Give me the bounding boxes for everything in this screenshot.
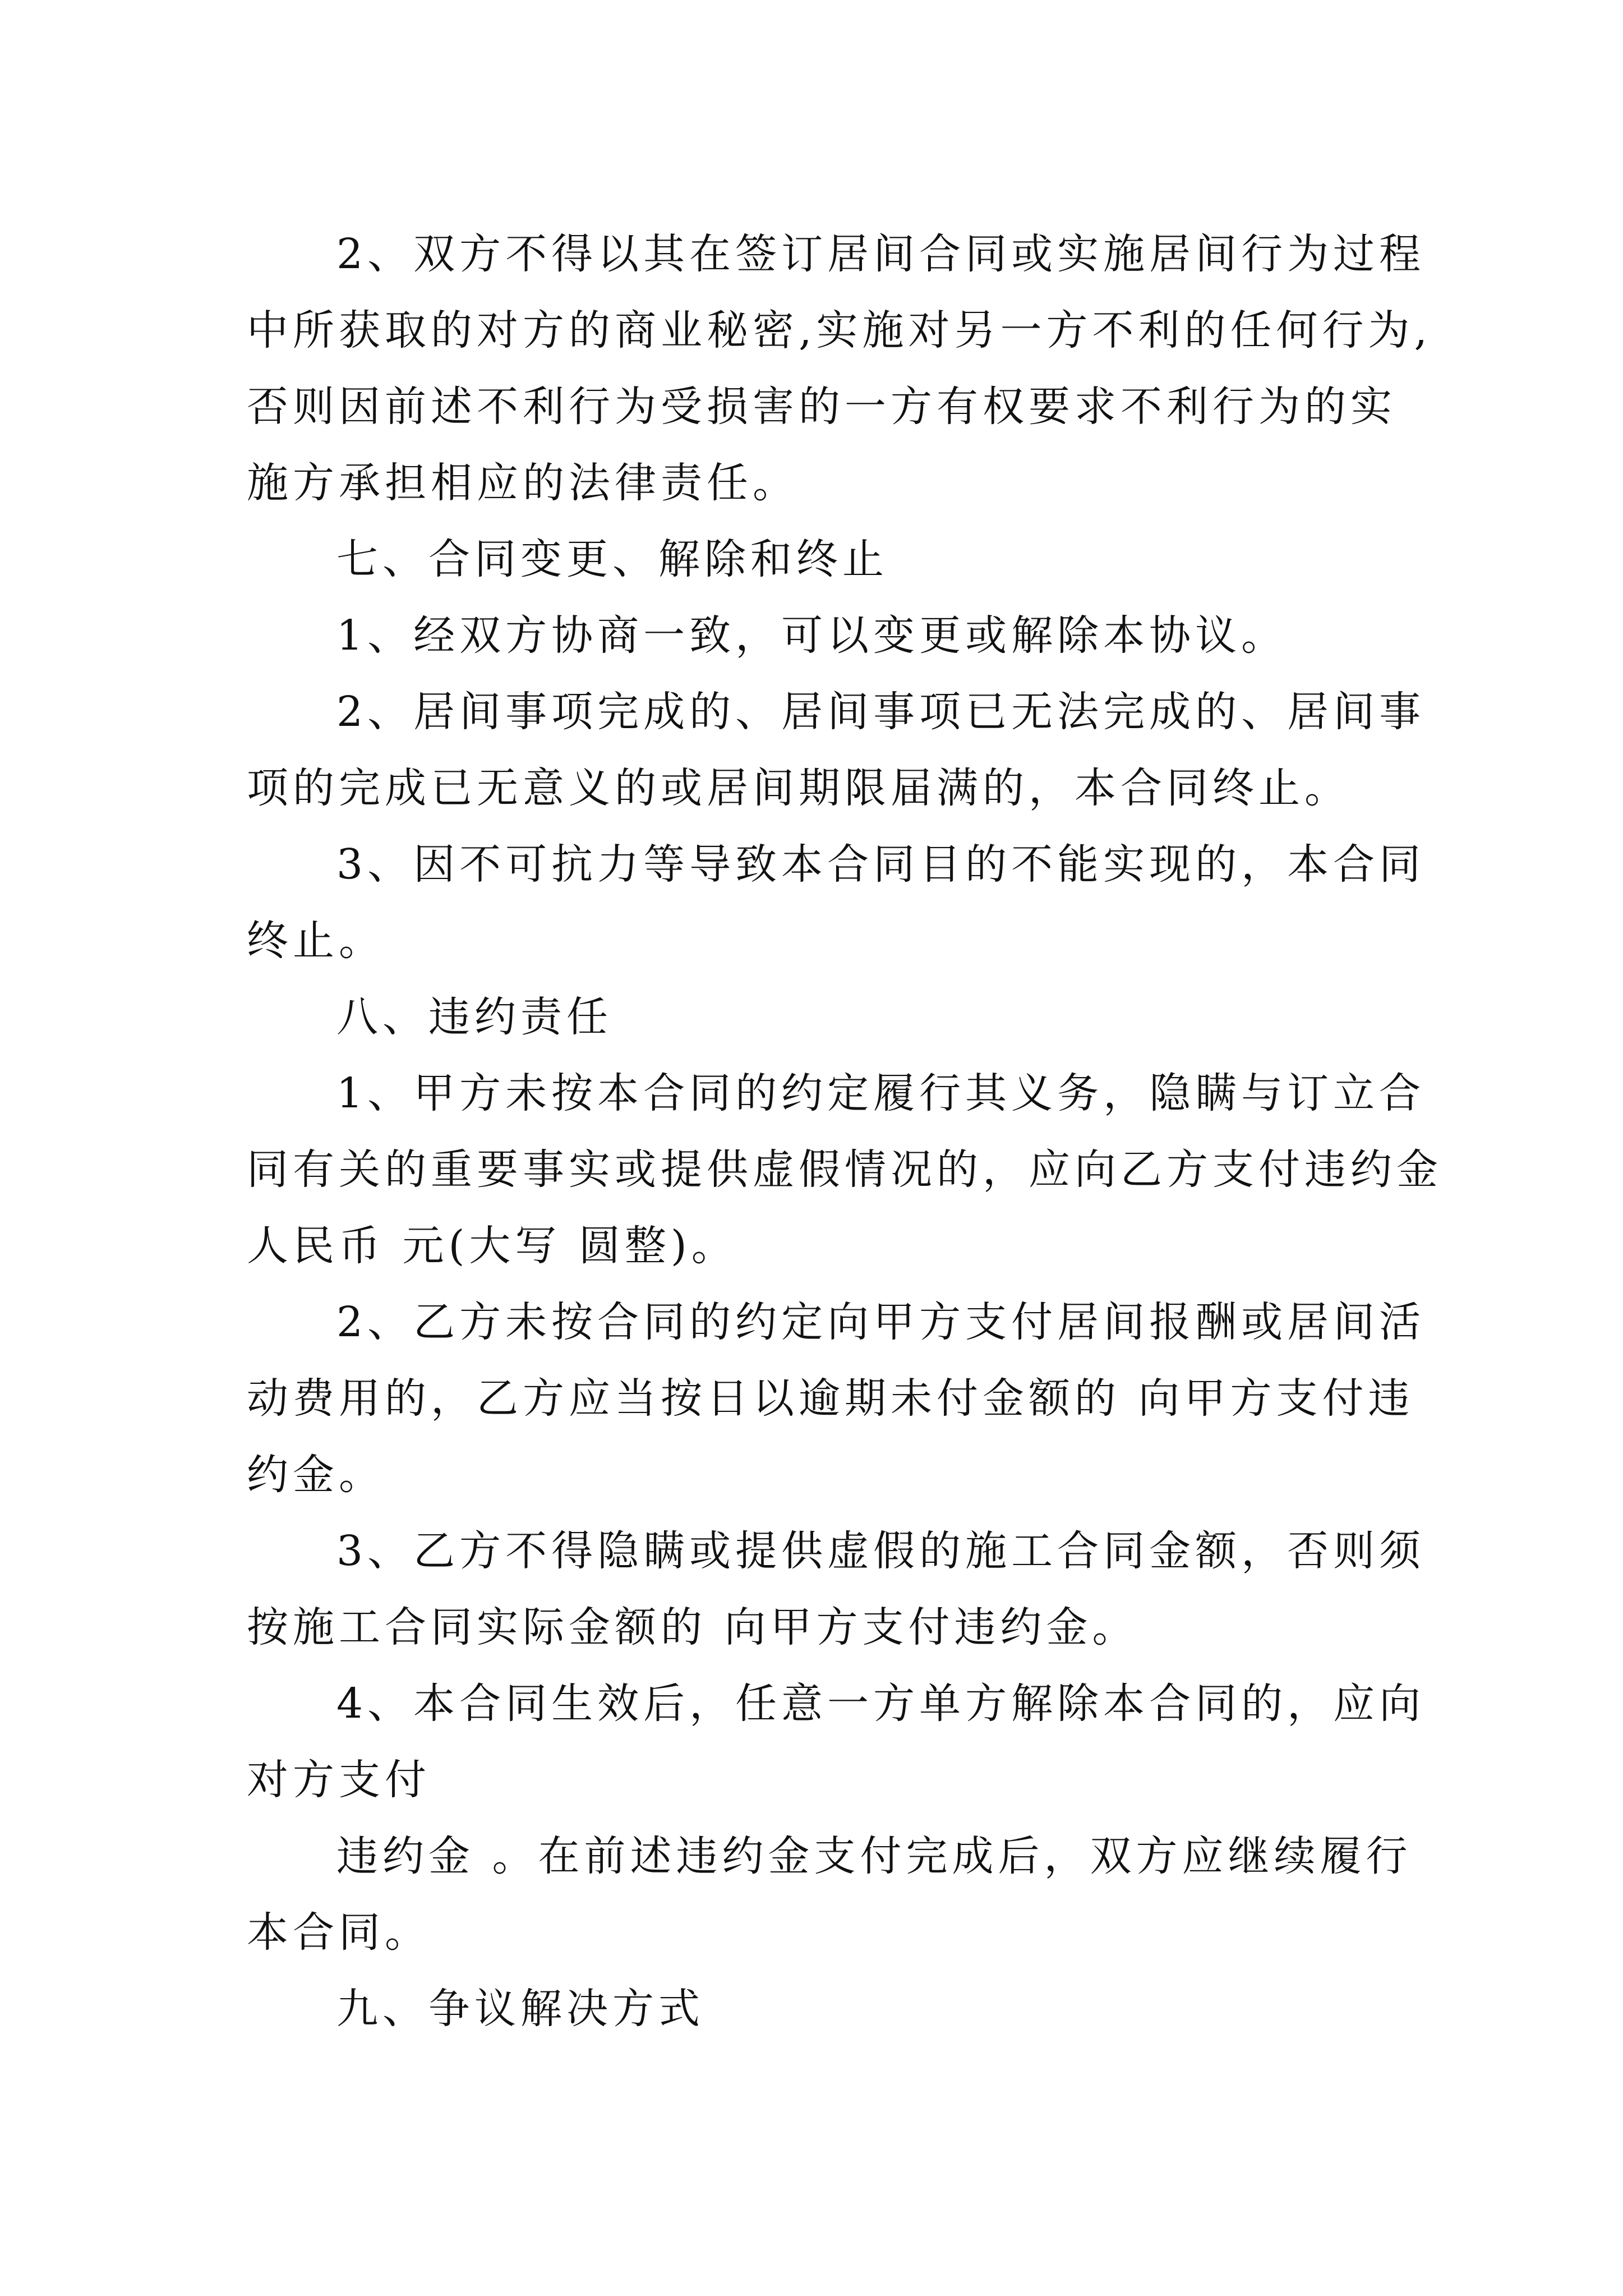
document-body	[247, 216, 1442, 2047]
paragraph-line: 人民币 元(大写 圆整)。	[247, 1222, 737, 1270]
paragraph-line: 施方承担相应的法律责任。	[247, 459, 799, 507]
paragraph-line: 2、居间事项完成的、居间事项已无法完成的、居间事	[336, 688, 1426, 736]
paragraph-line: 按施工合同实际金额的 向甲方支付违约金。	[247, 1603, 1138, 1651]
paragraph-line: 违约金 。在前述违约金支付完成后，双方应继续履行	[336, 1832, 1412, 1880]
paragraph-line: 中所获取的对方的商业秘密,实施对另一方不利的任何行为,	[247, 306, 1432, 355]
paragraph-line: 约金。	[247, 1451, 385, 1499]
paragraph-line: 终止。	[247, 917, 385, 965]
paragraph-line: 同有关的重要事实或提供虚假情况的，应向乙方支付违约金	[247, 1145, 1442, 1194]
section-heading: 七、合同变更、解除和终止	[336, 535, 888, 583]
paragraph-line: 3、乙方不得隐瞒或提供虚假的施工合同金额，否则须	[336, 1527, 1426, 1575]
paragraph-line: 对方支付	[247, 1756, 431, 1804]
paragraph-line: 项的完成已无意义的或居间期限届满的，本合同终止。	[247, 764, 1350, 812]
paragraph-line: 本合同。	[247, 1908, 431, 1957]
paragraph-line: 否则因前述不利行为受损害的一方有权要求不利行为的实	[247, 383, 1396, 431]
paragraph-line: 3、因不可抗力等导致本合同目的不能实现的，本合同	[336, 840, 1426, 889]
paragraph-line: 4、本合同生效后，任意一方单方解除本合同的，应向	[336, 1680, 1426, 1728]
paragraph-line: 1、甲方未按本合同的约定履行其义务，隐瞒与订立合	[336, 1069, 1426, 1117]
paragraph-line: 1、经双方协商一致，可以变更或解除本协议。	[336, 611, 1288, 660]
section-heading: 八、违约责任	[336, 993, 612, 1041]
paragraph-line: 2、乙方未按合同的约定向甲方支付居间报酬或居间活	[336, 1298, 1426, 1346]
paragraph-line: 2、双方不得以其在签订居间合同或实施居间行为过程	[336, 230, 1426, 278]
section-heading: 九、争议解决方式	[336, 1985, 704, 2033]
paragraph-line: 动费用的，乙方应当按日以逾期未付金额的 向甲方支付违	[247, 1374, 1414, 1423]
